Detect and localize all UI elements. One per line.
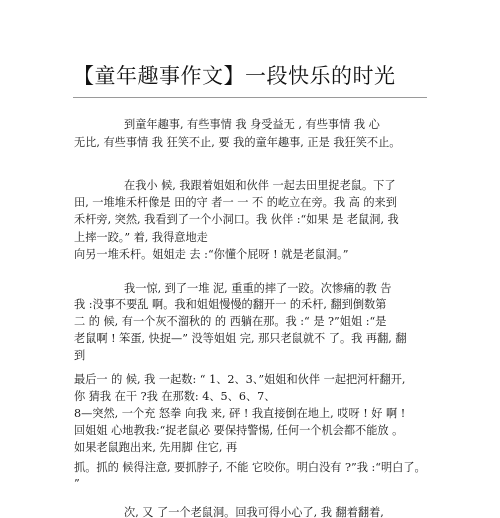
paragraph-line: 无比, 有些事情 我 狂笑不止, 要 我的童年趣事, 正是 我狂笑不止。 [74, 136, 401, 149]
paragraph-line: 上摔一跤。” 着, 我得意地走 [74, 231, 208, 244]
paragraph-line: 8—突然, 一个充 怒拳 向我 来, 砰 ! 我直接倒在地上, 哎呀 ! 好 啊 ! [74, 407, 406, 420]
title-divider [73, 97, 427, 98]
paragraph-line: 老鼠啊 ! 笨蛋, 快捉—” 没等姐姐 完, 那只老鼠就不 了。我 再翻, 翻 [74, 332, 407, 345]
paragraph-line: 回姐姐 心地教我:“捉老鼠必 要保持警惕, 任何一个机会都不能放 。 [74, 424, 404, 437]
paragraph-line: 我 :没事不要乱 啊。我和姐姐慢慢的翻开一 的禾杆, 翻到倒数第 [74, 298, 387, 311]
paragraph-line: 到童年趣事, 有些事情 我 身受益无 , 有些事情 我 心 [124, 118, 380, 131]
page-title: 【童年趣事作文】一段快乐的时光 [73, 64, 396, 88]
paragraph-line: 到 [74, 349, 86, 362]
paragraph-line: 在我小 候, 我跟着姐姐和伙伴 一起去田里捉老鼠。下了 [124, 179, 396, 192]
paragraph-line: 你 猜我 在干 ?我 在那数: 4、5、6、7、 [74, 390, 276, 403]
paragraph-line: 最后一 的 候, 我 一起数: “ 1、2、3、”姐姐和伙伴 一起把河杆翻开, [74, 373, 406, 386]
paragraph-line: 次, 又 了一个老鼠洞。回我可得小心了, 我 翻着翻着, [124, 506, 384, 518]
paragraph-line: 我一惊, 到了一堆 泥, 重重的摔了一跤。次惨痛的教 告 [124, 282, 392, 295]
paragraph-line: 如果老鼠跑出来, 先用脚 住它, 再 [74, 441, 238, 454]
paragraph-line: 二 的 候, 有一个灰不溜秋的 的 西躺在那。我 :“ 是 ?”姐姐 :“是 [74, 315, 387, 328]
paragraph-line: 向另一堆禾杆。姐姐走 去 :“你懂个屁呀 ! 就是老鼠洞。” [74, 248, 349, 261]
paragraph-line: 抓。抓的 候得注意, 要抓脖子, 不能 它咬你。明白没有 ?”我 :“明白了。 [74, 461, 426, 474]
paragraph-line: 禾杆旁, 突然, 我看到了一个小洞口。我 伙伴 :“如果 是 老鼠洞, 我 [74, 213, 399, 226]
paragraph-line: ” [74, 477, 80, 490]
paragraph-line: 田, 一堆堆禾杆像是 田的守 者一 一 不 的屹立在旁。我 高 的来到 [74, 196, 397, 209]
